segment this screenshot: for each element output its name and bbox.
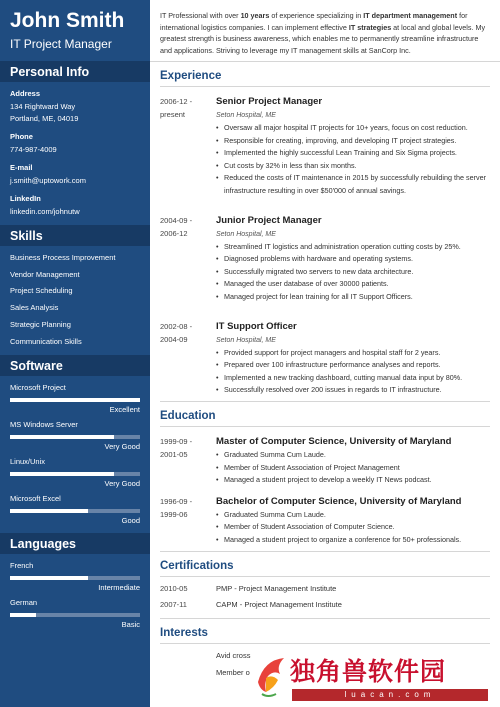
- phone-label: Phone: [10, 132, 33, 141]
- education-entry: [150, 495, 500, 547]
- job-title: Senior Project Manager: [216, 96, 323, 107]
- proficiency-bar: [10, 509, 140, 513]
- proficiency-bar-fill: [10, 509, 88, 513]
- email-label: E-mail: [10, 163, 33, 172]
- certifications-list: [150, 577, 500, 613]
- software-item: [10, 494, 140, 525]
- bullet-item: • Implemented a new tracking dashboard, cutting manual data input by 80%.: [216, 372, 492, 385]
- language-item: [10, 561, 140, 592]
- summary-highlight: IT strategies: [348, 22, 392, 32]
- proficiency-bar: [10, 472, 140, 476]
- bullet-item: • Graduated Summa Cum Laude.: [216, 449, 492, 462]
- bullet-list: [216, 241, 492, 304]
- language-level: Intermediate: [98, 583, 140, 593]
- certification-item: [150, 597, 500, 613]
- proficiency-bar: [10, 576, 140, 580]
- address-label: Address: [10, 89, 41, 98]
- software-list: [0, 376, 150, 525]
- company-name: Seton Hospital, ME: [216, 112, 276, 119]
- language-name: French: [10, 561, 34, 571]
- skill-item: Communication Skills: [10, 336, 82, 346]
- date-start: 2006-12 -: [160, 97, 193, 106]
- proficiency-bar-fill: [10, 472, 114, 476]
- summary-text: for international logistics companies. I can implement effective: [160, 11, 468, 32]
- software-level: Excellent: [109, 405, 140, 415]
- certification-item: [150, 581, 500, 597]
- software-name: MS Windows Server: [10, 420, 78, 430]
- watermark: [254, 652, 500, 707]
- bullet-list: [216, 347, 492, 397]
- date-start: 1999-09 -: [160, 436, 193, 446]
- certifications-heading: Certifications: [160, 560, 234, 573]
- date-start: 2002-08 -: [160, 321, 193, 331]
- watermark-text: 独角兽软件园: [290, 657, 447, 686]
- entry-dates: [160, 95, 216, 121]
- bullet-item: • Responsible for creating, improving, and developing IT project strategies.: [216, 135, 492, 148]
- skill-item: Business Process Improvement: [10, 253, 116, 262]
- interest-item: Member o: [216, 667, 250, 677]
- skill-item: Vendor Management: [10, 269, 80, 279]
- candidate-role: IT Project Manager: [10, 37, 112, 51]
- job-title: Junior Project Manager: [216, 214, 322, 226]
- education-entry: [150, 435, 500, 487]
- languages-list: [0, 554, 150, 629]
- skills-heading: Skills: [0, 225, 150, 246]
- unicorn-logo-icon: [254, 652, 290, 702]
- watermark-url: luacan.com: [292, 689, 488, 701]
- cert-name: CAPM - Project Management Institute: [216, 600, 342, 610]
- summary-highlight: 10 years: [240, 11, 270, 20]
- software-item: [10, 457, 140, 488]
- sidebar: [0, 0, 150, 707]
- bullet-list: [216, 509, 492, 547]
- divider: [160, 86, 490, 87]
- software-level: Good: [121, 516, 140, 526]
- bullet-item: • Graduated Summa Cum Laude.: [216, 509, 492, 522]
- date-start: 1996-09 -: [160, 496, 193, 506]
- entry-dates: [160, 435, 216, 461]
- address-line: 134 Rightward Way: [10, 102, 76, 111]
- bullet-item: • Managed a student project to develop a weekly IT News podcast.: [216, 474, 492, 487]
- experience-heading: Experience: [160, 70, 222, 82]
- proficiency-bar: [10, 613, 140, 617]
- personal-info-heading: Personal Info: [0, 61, 150, 82]
- proficiency-bar-fill: [10, 398, 140, 402]
- date-end: 1999-06: [160, 509, 188, 519]
- date-end: present: [160, 110, 186, 119]
- degree-title: Master of Computer Science, University of Maryland: [216, 435, 452, 447]
- experience-entry: [150, 214, 500, 304]
- skills-list: [0, 246, 150, 350]
- entry-dates: [160, 320, 216, 346]
- candidate-name: John Smith: [10, 9, 125, 32]
- bullet-list: [216, 449, 492, 487]
- bullet-item: • Reduced the costs of IT maintenance in 2015 by successfully rebuilding the server infrastructure resulting in over $50'000 of annual savings.: [216, 172, 492, 197]
- cert-name: PMP - Project Management Institute: [216, 584, 337, 594]
- bullet-item: • Provided support for project managers and hospital staff for 2 years.: [216, 347, 492, 360]
- languages-heading: Languages: [0, 533, 150, 554]
- bullet-item: • Successfully migrated two servers to new data architecture.: [216, 266, 492, 279]
- bullet-item: • Member of Student Association of Computer Science.: [216, 521, 492, 534]
- entry-dates: [160, 214, 216, 240]
- language-name: German: [10, 598, 38, 608]
- bullet-item: • Member of Student Association of Project Management: [216, 462, 492, 475]
- software-item: [10, 420, 140, 451]
- summary-text: of experience specializing in: [269, 11, 364, 20]
- proficiency-bar-fill: [10, 613, 36, 617]
- interest-item: Avid cross: [216, 651, 251, 661]
- software-name: Microsoft Project: [10, 383, 66, 393]
- bullet-item: • Streamlined IT logistics and administration operation cutting costs by 25%.: [216, 241, 492, 254]
- cert-date: 2010-05: [160, 584, 188, 594]
- summary-text: at local and global levels. My greatest strength is business awareness, which enables me to permanently streamline infrastructure and applications. Striving to leverage my IT management skills at SanCorp Inc.: [160, 22, 486, 55]
- entry-dates: [160, 495, 216, 521]
- language-item: [10, 598, 140, 629]
- date-end: 2001-05: [160, 449, 188, 459]
- cert-date: 2007-11: [160, 600, 187, 610]
- summary-highlight: IT department management: [363, 11, 458, 20]
- proficiency-bar-fill: [10, 576, 88, 580]
- software-heading: Software: [0, 355, 150, 376]
- degree-title: Bachelor of Computer Science, University of Maryland: [216, 495, 462, 507]
- software-name: Linux/Unix: [10, 457, 46, 467]
- bullet-item: • Implemented the highly successful Lean Training and Six Sigma projects.: [216, 147, 492, 160]
- experience-entry: [150, 95, 500, 198]
- language-level: Basic: [121, 620, 140, 630]
- bullet-item: • Successfully resolved over 200 issues in regards to IT infrastructure.: [216, 384, 492, 397]
- summary-text: IT Professional with over: [160, 11, 241, 20]
- software-level: Very Good: [104, 479, 140, 489]
- email-value: j.smith@uptowork.com: [10, 176, 86, 185]
- header: [0, 0, 150, 52]
- divider: [160, 426, 490, 427]
- bullet-item: • Managed the user database of over 30000 patients.: [216, 278, 492, 291]
- software-level: Very Good: [104, 442, 140, 452]
- experience-entry: [150, 320, 500, 397]
- date-start: 2004-09 -: [160, 215, 193, 225]
- personal-info: [0, 89, 150, 218]
- proficiency-bar-fill: [10, 435, 114, 439]
- education-heading: Education: [160, 409, 216, 422]
- company-name: Seton Hospital, ME: [216, 230, 276, 238]
- bullet-item: • Managed project for lean training for all IT Support Officers.: [216, 291, 492, 304]
- software-item: [10, 383, 140, 414]
- phone-value: 774-987-4009: [10, 145, 57, 154]
- software-name: Microsoft Excel: [10, 494, 61, 504]
- proficiency-bar: [10, 435, 140, 439]
- date-end: 2004-09: [160, 334, 188, 344]
- skill-item: Project Scheduling: [10, 286, 73, 296]
- date-end: 2006-12: [160, 228, 188, 238]
- bullet-item: • Managed a student project to organize a conference for 50+ professionals.: [216, 534, 492, 547]
- job-title: IT Support Officer: [216, 320, 297, 332]
- company-name: Seton Hospital, ME: [216, 336, 276, 344]
- proficiency-bar: [10, 398, 140, 402]
- interests-heading: Interests: [160, 627, 208, 640]
- bullet-item: • Cut costs by 32% in less than six months.: [216, 160, 492, 173]
- bullet-item: • Diagnosed problems with hardware and operating systems.: [216, 253, 492, 266]
- linkedin-value: linkedin.com/johnutw: [10, 207, 80, 216]
- main-content: [150, 0, 500, 707]
- linkedin-label: LinkedIn: [10, 194, 41, 203]
- skill-item: Sales Analysis: [10, 303, 59, 313]
- bullet-list: [216, 122, 492, 198]
- skill-item: Strategic Planning: [10, 319, 71, 329]
- summary: [150, 0, 500, 62]
- bullet-item: • Prepared over 100 infrastructure performance analyses and reports.: [216, 359, 492, 372]
- bullet-item: • Oversaw all major hospital IT projects for 10+ years, focus on cost reduction.: [216, 122, 492, 135]
- address-line: Portland, ME, 04019: [10, 114, 79, 123]
